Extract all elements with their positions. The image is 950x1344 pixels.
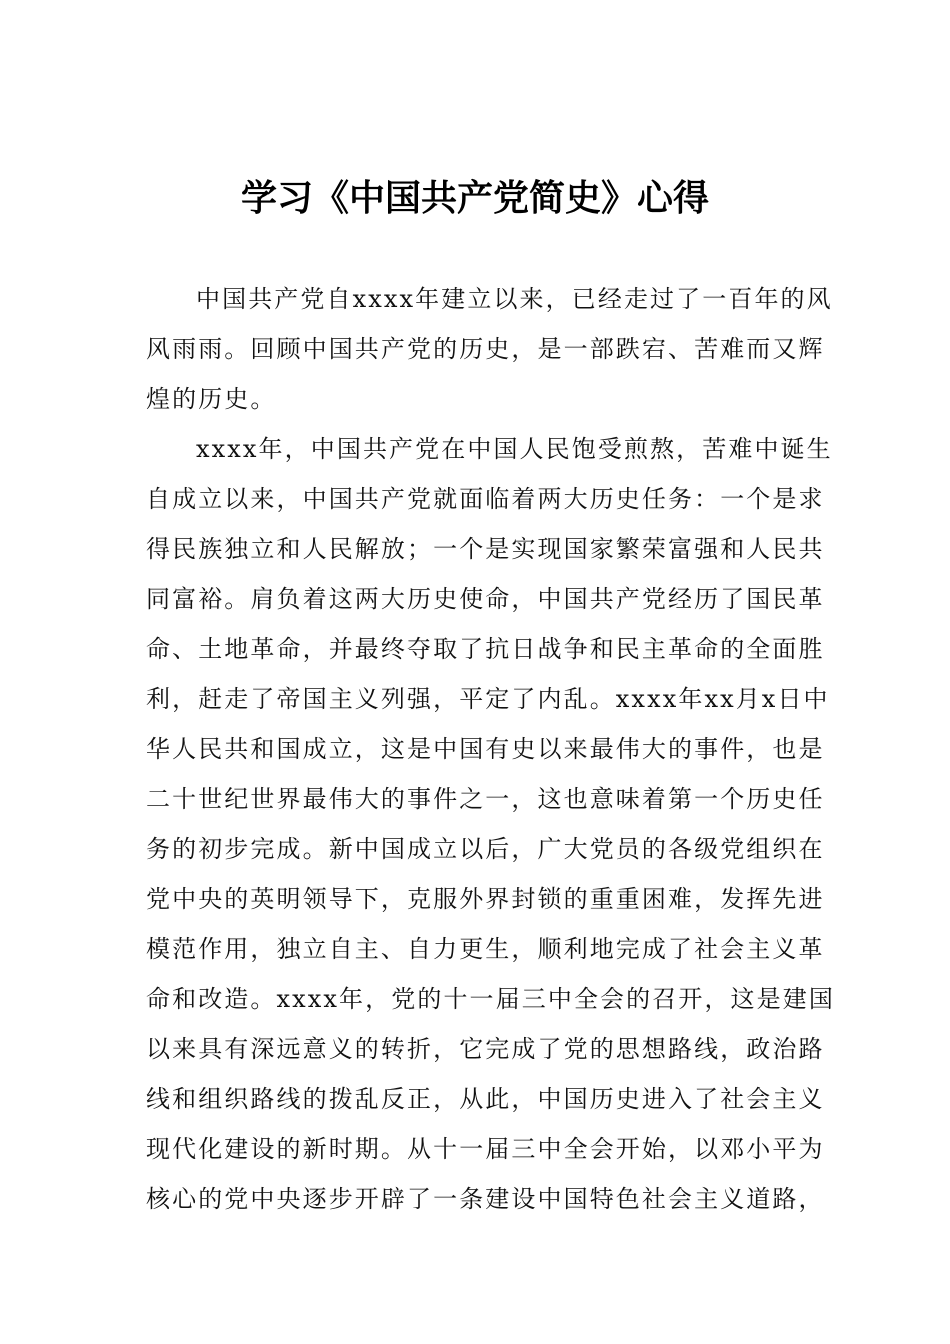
paragraph-1-line-1: 中国共产党自xxxx年建立以来，已经走过了一百年的风	[196, 285, 833, 313]
paragraph-1-line-2: 风雨雨。回顾中国共产党的历史，是一部跌宕、苦难而又辉	[146, 335, 825, 363]
paragraph-2-line-9: 务的初步完成。新中国成立以后，广大党员的各级党组织在	[146, 835, 825, 863]
paragraph-2-line-5: 命、土地革命，并最终夺取了抗日战争和民主革命的全面胜	[146, 635, 825, 663]
paragraph-2-line-16: 核心的党中央逐步开辟了一条建设中国特色社会主义道路，	[146, 1185, 825, 1213]
paragraph-2-line-12: 命和改造。xxxx年，党的十一届三中全会的召开，这是建国	[146, 985, 835, 1013]
paragraph-2-line-13: 以来具有深远意义的转折，它完成了党的思想路线，政治路	[146, 1035, 825, 1063]
paragraph-2-line-8: 二十世纪世界最伟大的事件之一，这也意味着第一个历史任	[146, 785, 825, 813]
paragraph-2-line-4: 同富裕。肩负着这两大历史使命，中国共产党经历了国民革	[146, 585, 825, 613]
paragraph-2-line-14: 线和组织路线的拨乱反正，从此，中国历史进入了社会主义	[146, 1085, 825, 1113]
document-title: 学习《中国共产党简史》心得	[240, 177, 709, 219]
paragraph-2-line-10: 党中央的英明领导下，克服外界封锁的重重困难，发挥先进	[146, 885, 825, 913]
paragraph-2-line-3: 得民族独立和人民解放；一个是实现国家繁荣富强和人民共	[146, 535, 825, 563]
paragraph-2-line-7: 华人民共和国成立，这是中国有史以来最伟大的事件，也是	[146, 735, 825, 763]
paragraph-2-line-1: xxxx年，中国共产党在中国人民饱受煎熬，苦难中诞生	[196, 435, 833, 463]
document-body	[146, 274, 835, 1224]
paragraph-2-line-2: 自成立以来，中国共产党就面临着两大历史任务：一个是求	[146, 485, 825, 513]
paragraph-2-line-6: 利，赶走了帝国主义列强，平定了内乱。xxxx年xx月x日中	[146, 685, 830, 713]
paragraph-2-line-11: 模范作用，独立自主、自力更生，顺利地完成了社会主义革	[146, 935, 825, 963]
paragraph-2-line-15: 现代化建设的新时期。从十一届三中全会开始，以邓小平为	[146, 1135, 825, 1163]
paragraph-1-line-3: 煌的历史。	[146, 385, 277, 413]
